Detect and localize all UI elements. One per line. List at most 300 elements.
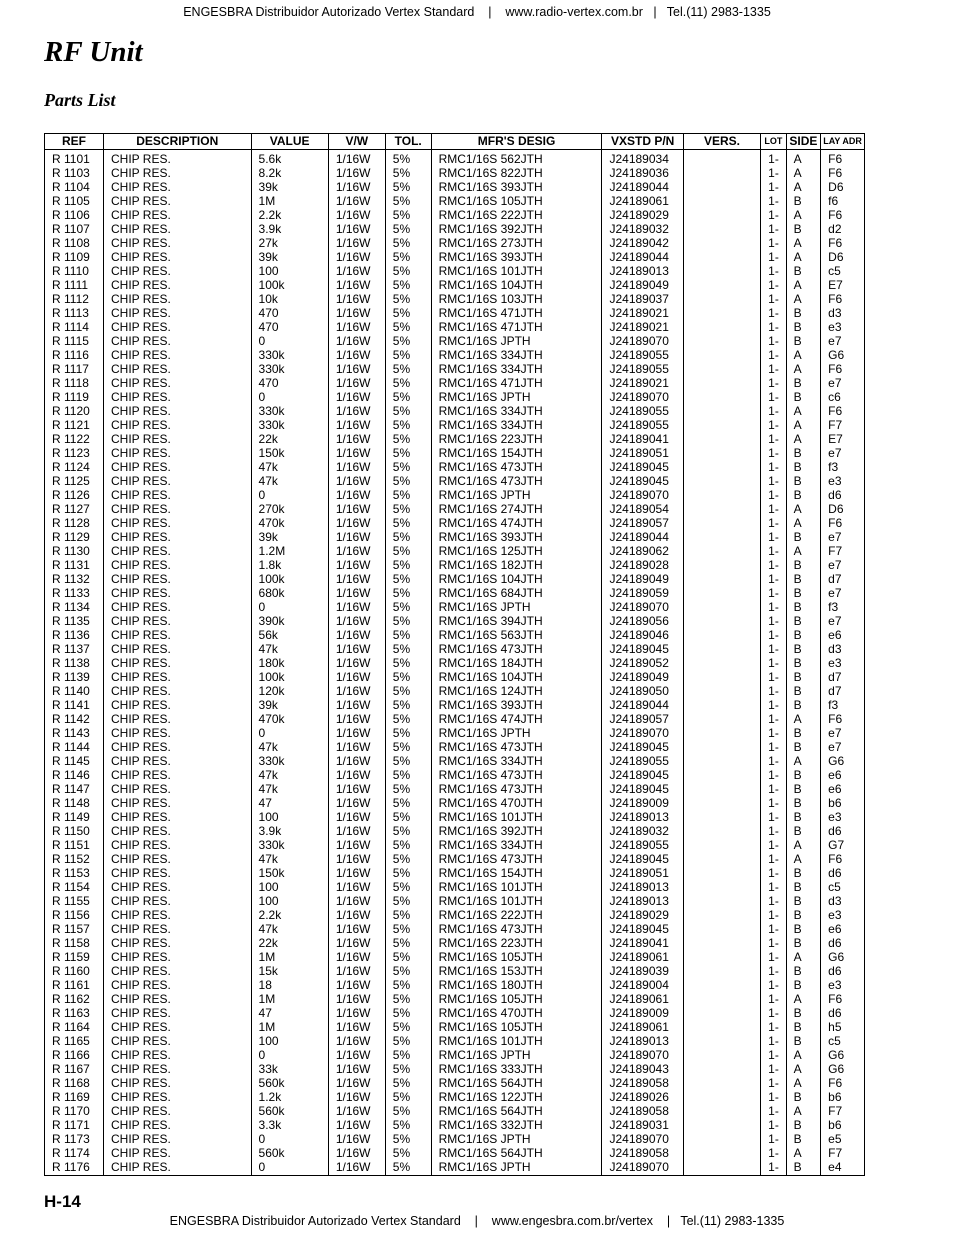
cell-vxstd-pn: J24189045 xyxy=(602,740,683,754)
table-row xyxy=(45,250,865,264)
cell-side: B xyxy=(786,572,821,586)
cell-description: CHIP RES. xyxy=(104,908,252,922)
table-row xyxy=(45,768,865,782)
cell-side: B xyxy=(786,558,821,572)
cell-ref: R 1116 xyxy=(45,348,104,362)
cell-vers xyxy=(683,614,760,628)
cell-side: B xyxy=(786,908,821,922)
table-row xyxy=(45,166,865,180)
cell-vw: 1/16W xyxy=(328,838,385,852)
cell-description: CHIP RES. xyxy=(104,978,252,992)
cell-ref: R 1127 xyxy=(45,502,104,516)
cell-vers xyxy=(683,782,760,796)
cell-tol: 5% xyxy=(385,292,431,306)
cell-vxstd-pn: J24189049 xyxy=(602,572,683,586)
cell-ref: R 1170 xyxy=(45,1104,104,1118)
cell-vxstd-pn: J24189070 xyxy=(602,1160,683,1176)
cell-vers xyxy=(683,852,760,866)
cell-mfr-desig: RMC1/16S 392JTH xyxy=(431,222,602,236)
col-header-ref: REF xyxy=(45,134,104,150)
cell-value: 47k xyxy=(251,460,328,474)
cell-lay-adr: e5 xyxy=(821,1132,865,1146)
cell-mfr-desig: RMC1/16S 222JTH xyxy=(431,208,602,222)
cell-vxstd-pn: J24189055 xyxy=(602,754,683,768)
cell-lay-adr: d3 xyxy=(821,642,865,656)
cell-ref: R 1153 xyxy=(45,866,104,880)
cell-mfr-desig: RMC1/16S 474JTH xyxy=(431,712,602,726)
cell-ref: R 1106 xyxy=(45,208,104,222)
cell-vw: 1/16W xyxy=(328,362,385,376)
cell-ref: R 1131 xyxy=(45,558,104,572)
cell-mfr-desig: RMC1/16S 124JTH xyxy=(431,684,602,698)
cell-lay-adr: F6 xyxy=(821,852,865,866)
cell-tol: 5% xyxy=(385,432,431,446)
cell-ref: R 1145 xyxy=(45,754,104,768)
cell-tol: 5% xyxy=(385,796,431,810)
cell-mfr-desig: RMC1/16S 101JTH xyxy=(431,810,602,824)
cell-ref: R 1130 xyxy=(45,544,104,558)
cell-vers xyxy=(683,600,760,614)
cell-value: 150k xyxy=(251,866,328,880)
cell-vw: 1/16W xyxy=(328,810,385,824)
cell-side: A xyxy=(786,208,821,222)
cell-ref: R 1105 xyxy=(45,194,104,208)
cell-vxstd-pn: J24189046 xyxy=(602,628,683,642)
cell-description: CHIP RES. xyxy=(104,1076,252,1090)
cell-vers xyxy=(683,1034,760,1048)
cell-value: 470k xyxy=(251,712,328,726)
cell-mfr-desig: RMC1/16S 223JTH xyxy=(431,432,602,446)
cell-vw: 1/16W xyxy=(328,1034,385,1048)
cell-side: A xyxy=(786,1062,821,1076)
cell-vw: 1/16W xyxy=(328,992,385,1006)
page-number: H-14 xyxy=(44,1192,81,1211)
cell-value: 0 xyxy=(251,488,328,502)
cell-description: CHIP RES. xyxy=(104,488,252,502)
cell-description: CHIP RES. xyxy=(104,936,252,950)
cell-lay-adr: G7 xyxy=(821,838,865,852)
cell-value: 47k xyxy=(251,768,328,782)
table-row xyxy=(45,586,865,600)
cell-vw: 1/16W xyxy=(328,572,385,586)
cell-value: 680k xyxy=(251,586,328,600)
cell-vers xyxy=(683,194,760,208)
cell-value: 22k xyxy=(251,432,328,446)
cell-lot: 1- xyxy=(761,180,786,194)
cell-vers xyxy=(683,572,760,586)
cell-vers xyxy=(683,404,760,418)
cell-vw: 1/16W xyxy=(328,544,385,558)
table-row xyxy=(45,992,865,1006)
cell-description: CHIP RES. xyxy=(104,824,252,838)
cell-vw: 1/16W xyxy=(328,150,385,167)
cell-vxstd-pn: J24189013 xyxy=(602,894,683,908)
cell-vw: 1/16W xyxy=(328,264,385,278)
cell-mfr-desig: RMC1/16S 153JTH xyxy=(431,964,602,978)
cell-value: 330k xyxy=(251,362,328,376)
cell-description: CHIP RES. xyxy=(104,838,252,852)
cell-mfr-desig: RMC1/16S 104JTH xyxy=(431,278,602,292)
cell-value: 470k xyxy=(251,516,328,530)
cell-mfr-desig: RMC1/16S 393JTH xyxy=(431,530,602,544)
cell-lot: 1- xyxy=(761,894,786,908)
cell-side: B xyxy=(786,698,821,712)
table-row xyxy=(45,1006,865,1020)
cell-mfr-desig: RMC1/16S 473JTH xyxy=(431,768,602,782)
table-row xyxy=(45,1076,865,1090)
cell-mfr-desig: RMC1/16S 103JTH xyxy=(431,292,602,306)
cell-tol: 5% xyxy=(385,740,431,754)
cell-mfr-desig: RMC1/16S JPTH xyxy=(431,488,602,502)
cell-mfr-desig: RMC1/16S 184JTH xyxy=(431,656,602,670)
cell-lot: 1- xyxy=(761,880,786,894)
cell-vxstd-pn: J24189044 xyxy=(602,180,683,194)
cell-lay-adr: d7 xyxy=(821,670,865,684)
cell-mfr-desig: RMC1/16S 471JTH xyxy=(431,306,602,320)
table-row xyxy=(45,208,865,222)
cell-lot: 1- xyxy=(761,446,786,460)
cell-vers xyxy=(683,754,760,768)
cell-vxstd-pn: J24189049 xyxy=(602,670,683,684)
cell-description: CHIP RES. xyxy=(104,320,252,334)
cell-lay-adr: e6 xyxy=(821,782,865,796)
cell-side: B xyxy=(786,796,821,810)
cell-vers xyxy=(683,418,760,432)
table-row xyxy=(45,348,865,362)
cell-tol: 5% xyxy=(385,1034,431,1048)
cell-description: CHIP RES. xyxy=(104,180,252,194)
cell-ref: R 1125 xyxy=(45,474,104,488)
cell-tol: 5% xyxy=(385,446,431,460)
cell-description: CHIP RES. xyxy=(104,530,252,544)
cell-value: 0 xyxy=(251,1048,328,1062)
table-row xyxy=(45,194,865,208)
table-row xyxy=(45,446,865,460)
cell-vxstd-pn: J24189070 xyxy=(602,390,683,404)
table-row xyxy=(45,1132,865,1146)
cell-ref: R 1140 xyxy=(45,684,104,698)
cell-tol: 5% xyxy=(385,642,431,656)
cell-lay-adr: f6 xyxy=(821,194,865,208)
cell-lay-adr: F6 xyxy=(821,516,865,530)
col-header-tol: TOL. xyxy=(385,134,431,150)
cell-vxstd-pn: J24189061 xyxy=(602,1020,683,1034)
cell-tol: 5% xyxy=(385,908,431,922)
cell-lot: 1- xyxy=(761,908,786,922)
cell-vers xyxy=(683,150,760,167)
cell-description: CHIP RES. xyxy=(104,1020,252,1034)
cell-lay-adr: c5 xyxy=(821,1034,865,1048)
cell-side: B xyxy=(786,894,821,908)
table-row xyxy=(45,754,865,768)
cell-description: CHIP RES. xyxy=(104,670,252,684)
cell-mfr-desig: RMC1/16S 564JTH xyxy=(431,1146,602,1160)
cell-tol: 5% xyxy=(385,950,431,964)
cell-value: 330k xyxy=(251,348,328,362)
table-row xyxy=(45,964,865,978)
cell-ref: R 1126 xyxy=(45,488,104,502)
cell-ref: R 1162 xyxy=(45,992,104,1006)
cell-vw: 1/16W xyxy=(328,768,385,782)
cell-mfr-desig: RMC1/16S 105JTH xyxy=(431,992,602,1006)
cell-vers xyxy=(683,530,760,544)
cell-side: B xyxy=(786,726,821,740)
cell-description: CHIP RES. xyxy=(104,1048,252,1062)
cell-mfr-desig: RMC1/16S 471JTH xyxy=(431,320,602,334)
cell-vw: 1/16W xyxy=(328,376,385,390)
col-header-mfr-desig: MFR'S DESIG xyxy=(431,134,602,150)
table-row xyxy=(45,866,865,880)
cell-vxstd-pn: J24189029 xyxy=(602,208,683,222)
cell-lot: 1- xyxy=(761,754,786,768)
cell-tol: 5% xyxy=(385,1090,431,1104)
cell-vers xyxy=(683,796,760,810)
cell-vxstd-pn: J24189034 xyxy=(602,150,683,167)
cell-ref: R 1101 xyxy=(45,150,104,167)
cell-mfr-desig: RMC1/16S 684JTH xyxy=(431,586,602,600)
cell-mfr-desig: RMC1/16S 564JTH xyxy=(431,1076,602,1090)
cell-vers xyxy=(683,1006,760,1020)
cell-tol: 5% xyxy=(385,614,431,628)
cell-tol: 5% xyxy=(385,180,431,194)
cell-lot: 1- xyxy=(761,320,786,334)
cell-vw: 1/16W xyxy=(328,586,385,600)
cell-lot: 1- xyxy=(761,670,786,684)
cell-mfr-desig: RMC1/16S 222JTH xyxy=(431,908,602,922)
cell-description: CHIP RES. xyxy=(104,376,252,390)
cell-lay-adr: F7 xyxy=(821,544,865,558)
cell-vers xyxy=(683,502,760,516)
cell-lay-adr: F6 xyxy=(821,992,865,1006)
cell-lot: 1- xyxy=(761,208,786,222)
cell-tol: 5% xyxy=(385,278,431,292)
cell-vers xyxy=(683,628,760,642)
cell-lay-adr: E7 xyxy=(821,278,865,292)
cell-side: B xyxy=(786,488,821,502)
table-row xyxy=(45,642,865,656)
cell-ref: R 1174 xyxy=(45,1146,104,1160)
col-header-vxstd-pn: VXSTD P/N xyxy=(602,134,683,150)
cell-vw: 1/16W xyxy=(328,530,385,544)
cell-vers xyxy=(683,264,760,278)
cell-vw: 1/16W xyxy=(328,740,385,754)
table-row xyxy=(45,530,865,544)
table-row xyxy=(45,712,865,726)
cell-value: 47k xyxy=(251,922,328,936)
cell-lay-adr: e7 xyxy=(821,376,865,390)
table-header-row xyxy=(45,134,865,150)
cell-description: CHIP RES. xyxy=(104,544,252,558)
cell-vxstd-pn: J24189051 xyxy=(602,446,683,460)
cell-tol: 5% xyxy=(385,782,431,796)
cell-vers xyxy=(683,544,760,558)
cell-value: 330k xyxy=(251,754,328,768)
cell-vxstd-pn: J24189055 xyxy=(602,838,683,852)
cell-vw: 1/16W xyxy=(328,1076,385,1090)
cell-lot: 1- xyxy=(761,936,786,950)
cell-vers xyxy=(683,348,760,362)
cell-value: 8.2k xyxy=(251,166,328,180)
cell-lot: 1- xyxy=(761,572,786,586)
cell-vw: 1/16W xyxy=(328,166,385,180)
cell-vxstd-pn: J24189070 xyxy=(602,1132,683,1146)
cell-vw: 1/16W xyxy=(328,278,385,292)
cell-description: CHIP RES. xyxy=(104,292,252,306)
cell-side: A xyxy=(786,166,821,180)
col-header-lay-adr: LAY ADR xyxy=(821,134,865,150)
cell-lay-adr: f3 xyxy=(821,460,865,474)
cell-lay-adr: E7 xyxy=(821,432,865,446)
cell-mfr-desig: RMC1/16S 473JTH xyxy=(431,642,602,656)
cell-description: CHIP RES. xyxy=(104,1146,252,1160)
table-row xyxy=(45,460,865,474)
cell-vers xyxy=(683,1076,760,1090)
cell-vxstd-pn: J24189037 xyxy=(602,292,683,306)
cell-vers xyxy=(683,1062,760,1076)
cell-description: CHIP RES. xyxy=(104,726,252,740)
cell-side: A xyxy=(786,348,821,362)
table-row xyxy=(45,810,865,824)
cell-description: CHIP RES. xyxy=(104,614,252,628)
cell-lot: 1- xyxy=(761,586,786,600)
cell-vw: 1/16W xyxy=(328,446,385,460)
cell-tol: 5% xyxy=(385,586,431,600)
cell-tol: 5% xyxy=(385,334,431,348)
table-row xyxy=(45,838,865,852)
cell-ref: R 1173 xyxy=(45,1132,104,1146)
cell-vers xyxy=(683,306,760,320)
cell-description: CHIP RES. xyxy=(104,782,252,796)
cell-value: 3.9k xyxy=(251,222,328,236)
cell-tol: 5% xyxy=(385,670,431,684)
cell-vw: 1/16W xyxy=(328,1062,385,1076)
cell-description: CHIP RES. xyxy=(104,474,252,488)
table-row xyxy=(45,600,865,614)
cell-tol: 5% xyxy=(385,698,431,712)
cell-mfr-desig: RMC1/16S JPTH xyxy=(431,1132,602,1146)
cell-description: CHIP RES. xyxy=(104,208,252,222)
cell-ref: R 1161 xyxy=(45,978,104,992)
table-row xyxy=(45,698,865,712)
cell-vers xyxy=(683,894,760,908)
cell-value: 18 xyxy=(251,978,328,992)
cell-vxstd-pn: J24189031 xyxy=(602,1118,683,1132)
cell-side: B xyxy=(786,1132,821,1146)
cell-vxstd-pn: J24189058 xyxy=(602,1076,683,1090)
cell-vxstd-pn: J24189057 xyxy=(602,712,683,726)
cell-mfr-desig: RMC1/16S 334JTH xyxy=(431,754,602,768)
cell-vers xyxy=(683,964,760,978)
cell-vxstd-pn: J24189070 xyxy=(602,488,683,502)
table-row xyxy=(45,1048,865,1062)
cell-vw: 1/16W xyxy=(328,1104,385,1118)
cell-description: CHIP RES. xyxy=(104,150,252,167)
cell-description: CHIP RES. xyxy=(104,446,252,460)
cell-vers xyxy=(683,992,760,1006)
cell-vers xyxy=(683,1146,760,1160)
cell-lot: 1- xyxy=(761,222,786,236)
cell-tol: 5% xyxy=(385,1062,431,1076)
cell-vw: 1/16W xyxy=(328,950,385,964)
cell-ref: R 1119 xyxy=(45,390,104,404)
cell-lay-adr: e7 xyxy=(821,334,865,348)
cell-side: B xyxy=(786,824,821,838)
cell-vers xyxy=(683,656,760,670)
cell-tol: 5% xyxy=(385,1076,431,1090)
cell-side: B xyxy=(786,376,821,390)
cell-lot: 1- xyxy=(761,866,786,880)
cell-tol: 5% xyxy=(385,922,431,936)
col-header-value: VALUE xyxy=(251,134,328,150)
table-row xyxy=(45,1146,865,1160)
cell-lot: 1- xyxy=(761,418,786,432)
cell-ref: R 1117 xyxy=(45,362,104,376)
cell-vers xyxy=(683,516,760,530)
cell-lot: 1- xyxy=(761,600,786,614)
cell-lay-adr: d6 xyxy=(821,824,865,838)
cell-vxstd-pn: J24189043 xyxy=(602,1062,683,1076)
table-row xyxy=(45,1160,865,1176)
cell-mfr-desig: RMC1/16S JPTH xyxy=(431,726,602,740)
col-header-vers: VERS. xyxy=(683,134,760,150)
cell-mfr-desig: RMC1/16S 223JTH xyxy=(431,936,602,950)
cell-vw: 1/16W xyxy=(328,404,385,418)
cell-side: A xyxy=(786,712,821,726)
cell-description: CHIP RES. xyxy=(104,656,252,670)
cell-vw: 1/16W xyxy=(328,796,385,810)
cell-value: 5.6k xyxy=(251,150,328,167)
cell-tol: 5% xyxy=(385,726,431,740)
cell-vxstd-pn: J24189021 xyxy=(602,306,683,320)
cell-lot: 1- xyxy=(761,1048,786,1062)
cell-ref: R 1142 xyxy=(45,712,104,726)
cell-value: 10k xyxy=(251,292,328,306)
cell-value: 33k xyxy=(251,1062,328,1076)
cell-tol: 5% xyxy=(385,684,431,698)
cell-vers xyxy=(683,432,760,446)
cell-side: B xyxy=(786,222,821,236)
cell-vxstd-pn: J24189070 xyxy=(602,600,683,614)
cell-lot: 1- xyxy=(761,278,786,292)
cell-side: B xyxy=(786,880,821,894)
cell-value: 27k xyxy=(251,236,328,250)
cell-lot: 1- xyxy=(761,810,786,824)
cell-lot: 1- xyxy=(761,1104,786,1118)
cell-value: 2.2k xyxy=(251,908,328,922)
cell-vxstd-pn: J24189039 xyxy=(602,964,683,978)
cell-vw: 1/16W xyxy=(328,656,385,670)
cell-value: 100k xyxy=(251,670,328,684)
cell-vw: 1/16W xyxy=(328,390,385,404)
cell-ref: R 1132 xyxy=(45,572,104,586)
cell-lay-adr: e7 xyxy=(821,740,865,754)
cell-tol: 5% xyxy=(385,712,431,726)
cell-lay-adr: d6 xyxy=(821,1006,865,1020)
cell-vw: 1/16W xyxy=(328,1118,385,1132)
cell-lot: 1- xyxy=(761,150,786,167)
cell-lot: 1- xyxy=(761,348,786,362)
cell-value: 47k xyxy=(251,642,328,656)
cell-description: CHIP RES. xyxy=(104,502,252,516)
cell-vw: 1/16W xyxy=(328,782,385,796)
cell-value: 15k xyxy=(251,964,328,978)
cell-lay-adr: F6 xyxy=(821,292,865,306)
cell-ref: R 1154 xyxy=(45,880,104,894)
cell-side: B xyxy=(786,446,821,460)
cell-side: B xyxy=(786,474,821,488)
cell-vxstd-pn: J24189036 xyxy=(602,166,683,180)
cell-vw: 1/16W xyxy=(328,698,385,712)
